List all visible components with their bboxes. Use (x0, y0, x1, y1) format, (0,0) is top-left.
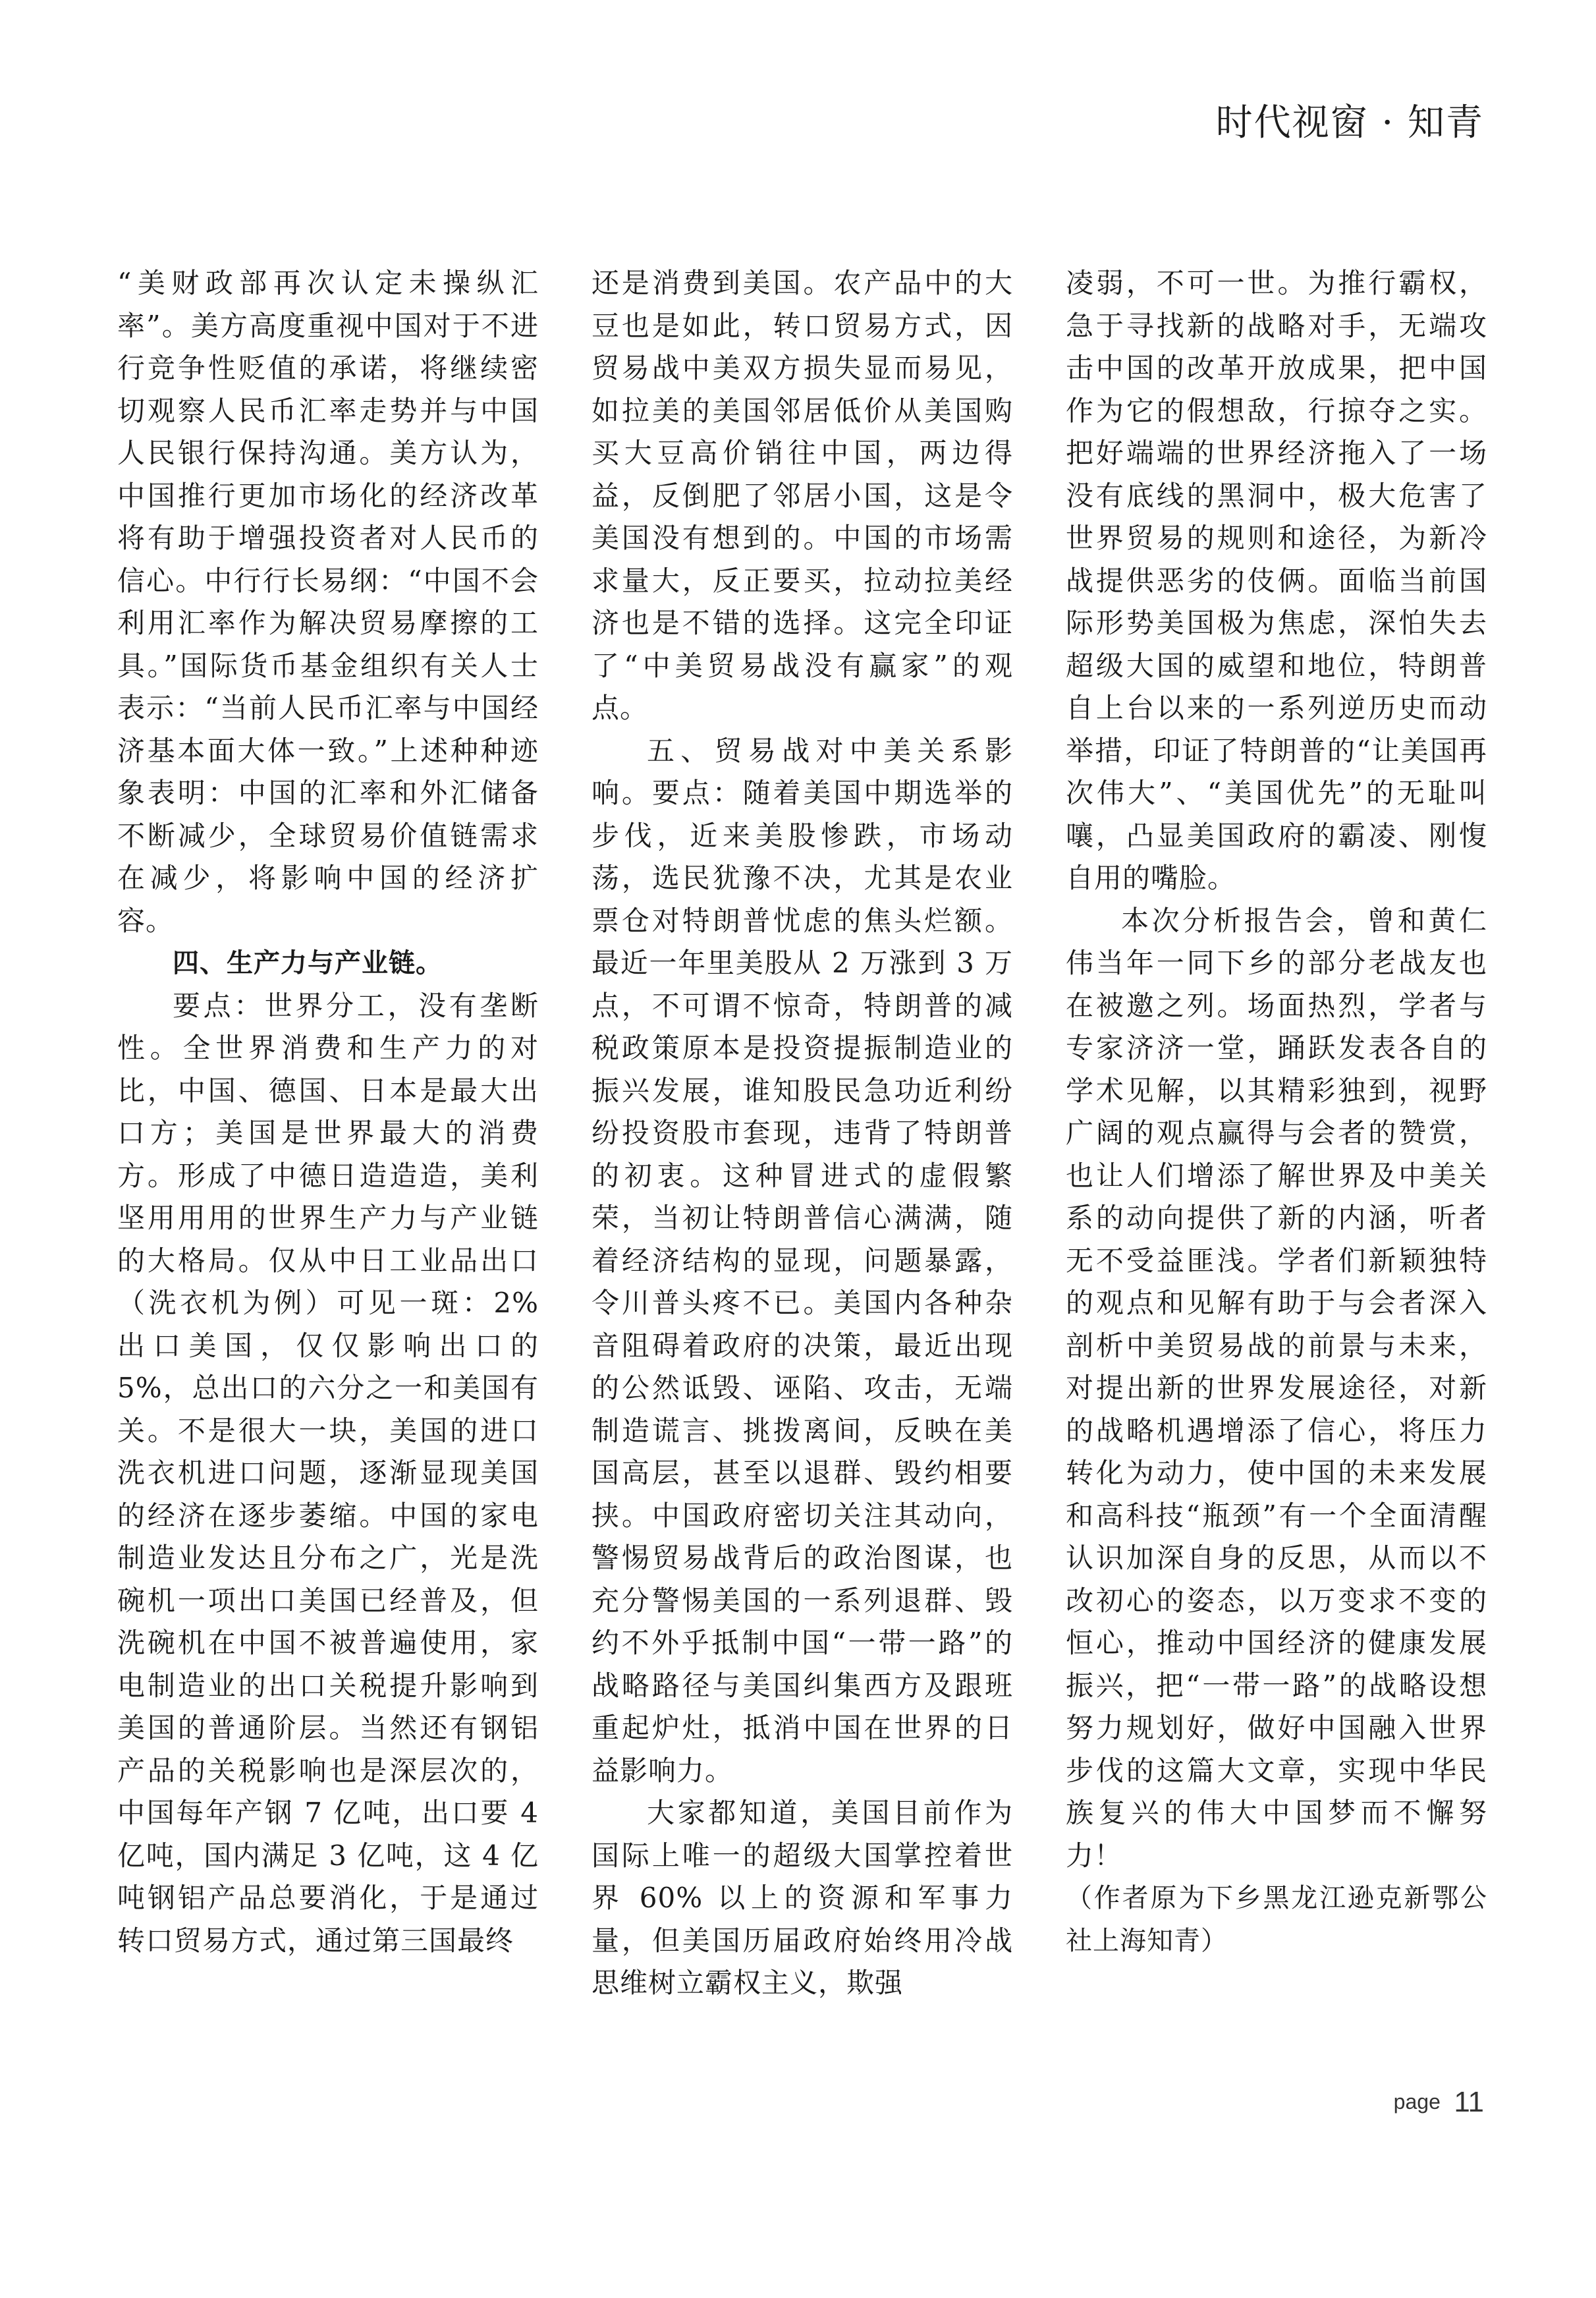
paragraph: “美财政部再次认定未操纵汇率”。美方高度重视中国对于不进行竞争性贬值的承诺，将继续密切观察人民币汇率走势并与中国人民银行保持沟通。美方认为，中国推行更加市场化的经济改革将有助于增强投资者对人民币的信心。中行行长易纲：“中国不会利用汇率作为解决贸易摩擦的工具。”国际货币基金组织有关人士表示：“当前人民币汇率与中国经济基本面大体一致。”上述种种迹象表明：中国的汇率和外汇储备不断减少，全球贸易价值链需求在减少，将影响中国的经济扩容。 (117, 267, 539, 937)
paragraph: 要点：世界分工，没有垄断性。全世界消费和生产力的对比，中国、德国、日本是最大出口方；美国是世界最大的消费方。形成了中德日造造造，美利坚用用用的世界生产力与产业链的大格局。仅从中日工业品出口（洗衣机为例）可见一斑：2% 出口美国，仅仅影响出口的 5%，总出口的六分之一和美国有关。不是很大一块，美国的进口洗衣机进口问题，逐渐显现美国的经济在逐步萎缩。中国的家电制造业发达且分布之广，光是洗碗机一项出口美国已经普及，但洗碗机在中国不被普遍使用，家电制造业的出口关税提升影响到美国的普通阶层。当然还有钢铝产品的关税影响也是深层次的，中国每年产钢 7 亿吨，出口要 4 亿吨，国内满足 3 亿吨，这 4 亿吨钢铝产品总要消化，于是通过转口贸易方式，通过第三国最终 (117, 989, 539, 1957)
paragraph: 五、贸易战对中美关系影响。要点：随着美国中期选举的步伐，近来美股惨跌，市场动荡，选民犹豫不决，尤其是农业票仓对特朗普忧虑的焦头烂额。最近一年里美股从 2 万涨到 3 万点，不可谓不惊奇，特朗普的减税政策原本是投资提振制造业的振兴发展，谁知股民急功近利纷纷投资股市套现，违背了特朗普的初衷。这种冒进式的虚假繁荣，当初让特朗普信心满满，随着经济结构的显现，问题暴露，令川普头疼不已。美国内各种杂音阻碍着政府的决策，最近出现的公然诋毁、诬陷、攻击，无端制造谎言、挑拨离间，反映在美国高层，甚至以退群、毁约相要挟。中国政府密切关注其动向，警惕贸易战背后的政治图谋，也充分警惕美国的一系列退群、毁约不外乎抵制中国“一带一路”的战略路径与美国纠集西方及跟班重起炉灶，抵消中国在世界的日益影响力。 (592, 734, 1013, 1787)
section-heading: 四、生产力与产业链。 (173, 948, 443, 978)
page-number: 11 (1454, 2086, 1484, 2118)
paragraph: 凌弱，不可一世。为推行霸权，急于寻找新的战略对手，无端攻击中国的改革开放成果，把中国作为它的假想敌，行掠夺之实。把好端端的世界经济拖入了一场没有底线的黑洞中，极大危害了世界贸易的规则和途径，为新冷战提供恶劣的伎俩。面临当前国际形势美国极为焦虑，深怕失去超级大国的威望和地位，特朗普自上台以来的一系列逆历史而动举措，印证了特朗普的“让美国再次伟大”、“美国优先”的无耻叫嚷，凸显美国政府的霸凌、刚愎自用的嘴脸。 (1066, 267, 1487, 894)
article-column-3 (1066, 262, 1487, 1962)
paragraph: 本次分析报告会，曾和黄仁伟当年一同下乡的部分老战友也在被邀之列。场面热烈，学者与专家济济一堂，踊跃发表各自的学术见解，以其精彩独到，视野广阔的观点赢得与会者的赞赏，也让人们增添了解世界及中美关系的动向提供了新的内涵，听者无不受益匪浅。学者们新颖独特的观点和见解有助于与会者深入剖析中美贸易战的前景与未来，对提出新的世界发展途径，对新的战略机遇增添了信心，将压力转化为动力，使中国的未来发展和高科技“瓶颈”有一个全面清醒认识加深自身的反思，从而以不改初心的姿态，以万变求不变的恒心，推动中国经济的健康发展振兴，把“一带一路”的战略设想努力规划好，做好中国融入世界步伐的这篇大文章，实现中华民族复兴的伟大中国梦而不懈努力！ (1066, 904, 1487, 1872)
paragraph: 大家都知道，美国目前作为国际上唯一的超级大国掌控着世界 60% 以上的资源和军事力量，但美国历届政府始终用冷战思维树立霸权主义，欺强 (592, 1797, 1013, 1999)
author-note: （作者原为下乡黑龙江逊克新鄂公社上海知青） (1066, 1883, 1487, 1956)
article-column-2 (592, 262, 1013, 2005)
article-body (117, 262, 1487, 2173)
paragraph: 还是消费到美国。农产品中的大豆也是如此，转口贸易方式，因贸易战中美双方损失显而易见，如拉美的美国邻居低价从美国购买大豆高价销往中国，两边得益，反倒肥了邻居小国，这是令美国没有想到的。中国的市场需求量大，反正要买，拉动拉美经济也是不错的选择。这完全印证了“中美贸易战没有赢家”的观点。 (592, 267, 1013, 724)
page-footer (1394, 2086, 1484, 2119)
page-label: page (1393, 2090, 1441, 2114)
section-header: 时代视窗 · 知青 (1215, 101, 1484, 144)
article-column-1 (117, 262, 539, 1962)
